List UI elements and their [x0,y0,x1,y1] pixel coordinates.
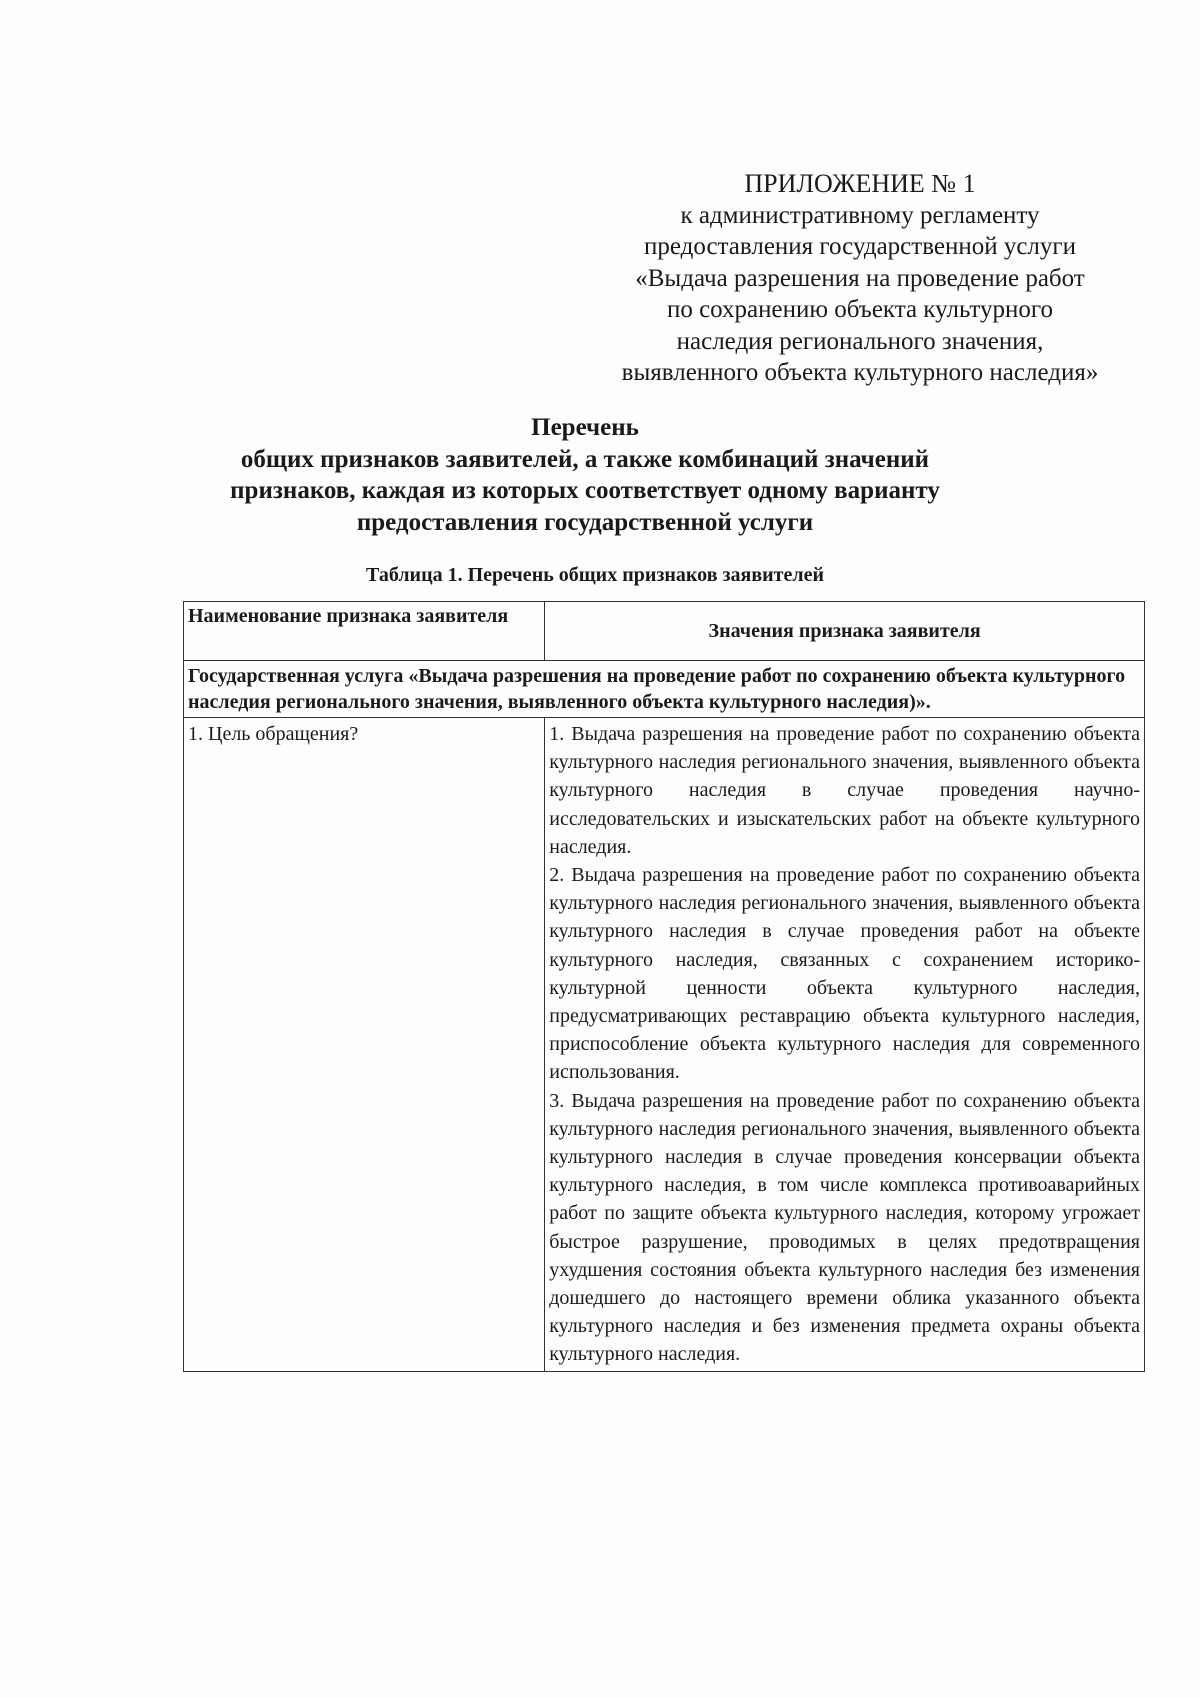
table-caption: Таблица 1. Перечень общих признаков заявителей [365,564,824,586]
value-item: 2. Выдача разрешения на проведение работ по сохранению объекта культурного наследия регионального значения, выявленного объекта культурного наследия в случае проведения работ на объекте культурного наследия, связанных с сохранением историко-культурной ценности объекта культурного наследия, предусматривающих реставрацию объекта культурного наследия, приспособление объекта культурного наследия для современного использования. [549,864,1140,1084]
header-criterion-name: Наименование признака заявителя [184,602,545,661]
service-row [184,661,1145,718]
appendix-line: выявленного объекта культурного наследия» [621,359,1099,386]
appendix-line: по сохранению объекта культурного [666,296,1054,323]
criterion-values [545,718,1145,1372]
value-item: 1. Выдача разрешения на проведение работ по сохранению объекта культурного наследия регионального значения, выявленного объекта культурного наследия в случае проведения научно-исследовательских и изыскательских работ на объекте культурного наследия. [549,723,1140,858]
criterion-name: 1. Цель обращения? [184,718,545,1372]
heading-line: предоставления государственной услуги [356,508,814,536]
heading-line: Перечень [531,414,639,441]
table-row [184,718,1145,1372]
appendix-block [580,168,1140,389]
appendix-line: к административному регламенту [680,201,1040,229]
heading-line: общих признаков заявителей, а также комбинаций значений [240,445,930,473]
appendix-line: «Выдача разрешения на проведение работ [635,264,1085,292]
appendix-title: ПРИЛОЖЕНИЕ № 1 [744,169,976,198]
table-header-row [184,602,1145,661]
document-heading [170,412,1000,538]
heading-line: признаков, каждая из которых соответствует одному варианту [230,477,940,504]
appendix-line: предоставления государственной услуги [643,233,1077,260]
header-criterion-values: Значения признака заявителя [545,602,1145,661]
service-title: Государственная услуга «Выдача разрешения на проведение работ по сохранению объекта культурного наследия регионального значения, выявленного объекта культурного наследия)». [184,661,1145,718]
appendix-line: наследия регионального значения, [676,327,1044,355]
criteria-table [183,601,1145,1372]
value-item: 3. Выдача разрешения на проведение работ по сохранению объекта культурного наследия регионального значения, выявленного объекта культурного наследия в случае проведения консервации объекта культурного наследия, в том числе комплекса противоаварийных работ по защите объекта культурного наследия, которому угрожает быстрое разрушение, проводимых в целях предотвращения ухудшения состояния объекта культурного наследия без изменения дошедшего до настоящего времени облика указанного объекта культурного наследия и без изменения предмета охраны объекта культурного наследия. [549,1089,1140,1366]
